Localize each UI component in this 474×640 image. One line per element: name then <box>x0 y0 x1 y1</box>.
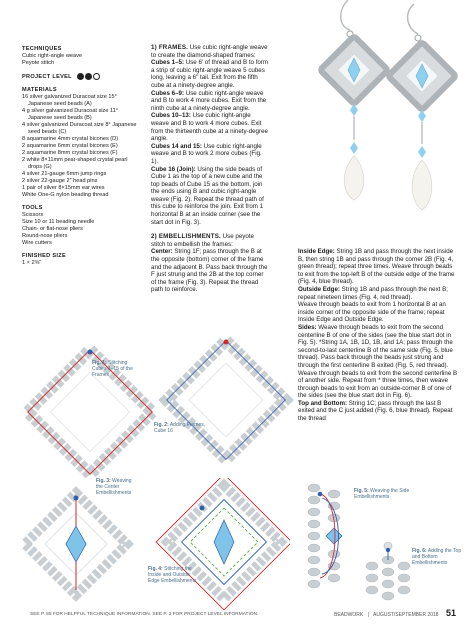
material-item: 4 silver galvanized Duracoat size 8° Japanese seed beads (C) <box>22 121 137 135</box>
fig-2-caption-text: Adding Frames, Cube 16 <box>154 422 206 434</box>
material-item: 4 g silver galvanized Duracoat size 11° Japanese seed beads (B) <box>22 107 119 121</box>
fig-6-label: Fig. 6: <box>412 548 427 554</box>
step-lead: Inside Edge: <box>298 248 335 255</box>
tool-item: Round-nose pliers <box>22 232 68 239</box>
fig-4-caption <box>148 566 200 584</box>
page-number: 51 <box>445 608 456 618</box>
material-item: 1 pair of silver 8×15mm ear wires <box>22 184 105 191</box>
fig-1-caption-text: Stitching Cubes 1–15 of the Frames <box>92 360 133 378</box>
step-lead: Sides: <box>298 323 317 331</box>
step-lead: Cubes 1–5: <box>151 59 185 67</box>
issue-date: AUGUST/SEPTEMBER 2018 <box>373 612 439 618</box>
tool-item: Wire cutters <box>22 239 52 246</box>
materials-heading: MATERIALS <box>22 86 57 93</box>
tool-item: Scissors <box>22 211 44 218</box>
step-lead: Center: <box>151 248 173 256</box>
step-text: String 1F; pass through the B at the opposite (bottom) corner of the frame and the adjacent B. Pass back through the F just strung and the 2B at the top corner of the frame (Fig. 3). Repeat the thread path to reinforce. <box>151 248 268 294</box>
material-item: White One-G nylon beading thread <box>22 191 109 198</box>
page-folio: BEADWORK | AUGUST/SEPTEMBER 2018 51 <box>334 608 456 618</box>
materials-sidebar <box>22 46 140 267</box>
tools-heading: TOOLS <box>22 204 43 211</box>
section-1-title: 1) FRAMES. <box>151 44 189 51</box>
step-text: String 1B and pass through the next inside B, then string 1B and pass through the corner 2B (Fig. 4, green thread); repeat three times. Weave through beads to exit from the top-left B of the outside edge of the frame (Fig. 4, blue thread). <box>298 248 455 286</box>
material-item: 2 aquamarine 6mm crystal bicones (E) <box>22 142 118 149</box>
step-lead: Cubes 6–9: <box>151 89 185 97</box>
material-item: 2 silver 22-gauge 2" head pins <box>22 177 98 184</box>
fig-2-diagram <box>154 330 294 470</box>
fig-1-caption <box>92 360 140 378</box>
step-lead: Top and Bottom: <box>298 399 348 407</box>
material-item: 2 white 8×11mm pear-shaped crystal pearl drops (G) <box>22 156 128 170</box>
step-text: Using the side beads of Cube 1 as the top of a new cube and the top beads of Cube 15 as the bottom, join the ends using B and cubic right-angle weave (Fig. 2). Repeat the thread path of this cube to reinforce the join. Exit from 1 horizontal B at an inside corner (see the start dot in Fig. 3). <box>151 165 264 226</box>
material-item: 4 silver 21-gauge 6mm jump rings <box>22 170 107 177</box>
instructions-column-1 <box>151 44 269 294</box>
fig-3-label: Fig. 3: <box>96 478 111 484</box>
step-text: Use 6' of thread and B to form a strip of cubic right-angle weave 5 cubes long, leaving a 6" tail. Exit from the fifth cube at a ninety-degree angle. <box>151 59 269 89</box>
step-lead: Cube 16 (Join): <box>151 165 196 173</box>
fig-3-caption-text: Weaving the Center Embellishments <box>96 478 132 496</box>
fig-4-label: Fig. 4: <box>148 566 163 572</box>
fig-2-caption <box>154 422 206 434</box>
fig-4-diagram <box>150 478 290 618</box>
techniques-heading: TECHNIQUES <box>22 46 62 52</box>
section-2-title: 2) EMBELLISHMENTS. <box>151 233 221 241</box>
step-text: String 1B and pass through the next B; repeat nineteen times (Fig. 4, red thread). <box>298 285 448 301</box>
step-text: Weave through beads to exit from the second centerline B of one of the sides (see the blue start dot in Fig. 5). *String 1A, 1B, 1D, 1B, and 1A; pass through the second-to-last centerline B of the same side (Fig. 5, blue thread). Pass back through the beads just strung and through the first centerline B exited (Fig. 5, red thread). Weave through beads to exit from the second centerline B of another side. Repeat from * three times, then weave through beads to exit from an outside-corner B of one of the sides (see the blue start dot in Fig. 6). <box>298 323 458 400</box>
project-level-label: PROJECT LEVEL <box>22 73 72 80</box>
step-text: Use cubic right-angle weave and B to work 4 more cubes. Exit from the ninth cube at a ninety-degree angle. <box>151 89 267 112</box>
tool-item: Chain- or flat-nose pliers <box>22 225 83 232</box>
fig-6-caption-text: Adding the Top and Bottom Embellishments <box>412 548 462 566</box>
step-lead: Outside Edge: <box>298 285 340 293</box>
earrings-photo <box>318 0 468 240</box>
finished-size-heading: FINISHED SIZE <box>22 252 66 259</box>
section-1-intro: Use cubic right-angle weave to create the diamond-shaped frames: <box>151 44 268 59</box>
fig-6-caption <box>412 548 468 566</box>
magazine-name: BEADWORK <box>334 612 364 618</box>
material-item: 2 aquamarine 8mm crystal bicones (F) <box>22 149 118 156</box>
fig-4-caption-text: Stitching the Inside and Outside Edge Embellishments <box>148 566 197 584</box>
instructions-column-2 <box>298 248 458 423</box>
fig-3-caption <box>96 478 136 496</box>
fig-5-caption <box>354 488 414 500</box>
fig-3-diagram <box>16 484 136 604</box>
step-text: Weave through beads to exit from 1 horizontal B at an inside corner of the opposite side of the frame; repeat Inside Edge and Outside Edge. <box>298 301 446 324</box>
technique-item: Peyote stitch <box>22 60 55 66</box>
tool-item: Size 10 or 11 beading needle <box>22 218 95 225</box>
project-level <box>22 73 140 81</box>
technique-item: Cubic right-angle weave <box>22 53 83 59</box>
finished-size-value: 1 × 2⅜" <box>22 259 42 266</box>
step-lead: Cubes 14 and 15: <box>151 142 202 150</box>
fig-5-label: Fig. 5: <box>354 488 369 494</box>
level-dots-icon <box>77 74 101 80</box>
footer-note: SEE P. 85 FOR HELPFUL TECHNIQUE INFORMATION. SEE P. 3 FOR PROJECT LEVEL INFORMATION. <box>30 612 259 617</box>
step-text: Use cubic right-angle weave and B to work 2 more cubes (Fig. 1). <box>151 142 262 165</box>
fig-5-caption-text: Weaving the Side Embellishments <box>354 488 410 500</box>
fig-1-label: Fig. 1: <box>92 360 107 366</box>
step-text: Use cubic right-angle weave and B to work 4 more cubes. Exit from the thirteenth cube at a ninety-degree angle. <box>151 112 268 143</box>
section-2-intro: Use peyote stitch to embellish the frames: <box>151 233 254 248</box>
step-lead: Cubes 10–13: <box>151 112 191 120</box>
step-text: String 1C; pass through the last B exited and the C just added (Fig. 6, blue thread). Repeat the thread <box>298 399 453 423</box>
fig-2-label: Fig. 2: <box>154 422 169 428</box>
fig-5-diagram <box>300 478 360 598</box>
material-item: 16 silver galvanized Duracoat size 15° Japanese seed beads (A) <box>22 93 117 107</box>
material-item: 8 aquamarine 4mm crystal bicones (D) <box>22 135 119 142</box>
